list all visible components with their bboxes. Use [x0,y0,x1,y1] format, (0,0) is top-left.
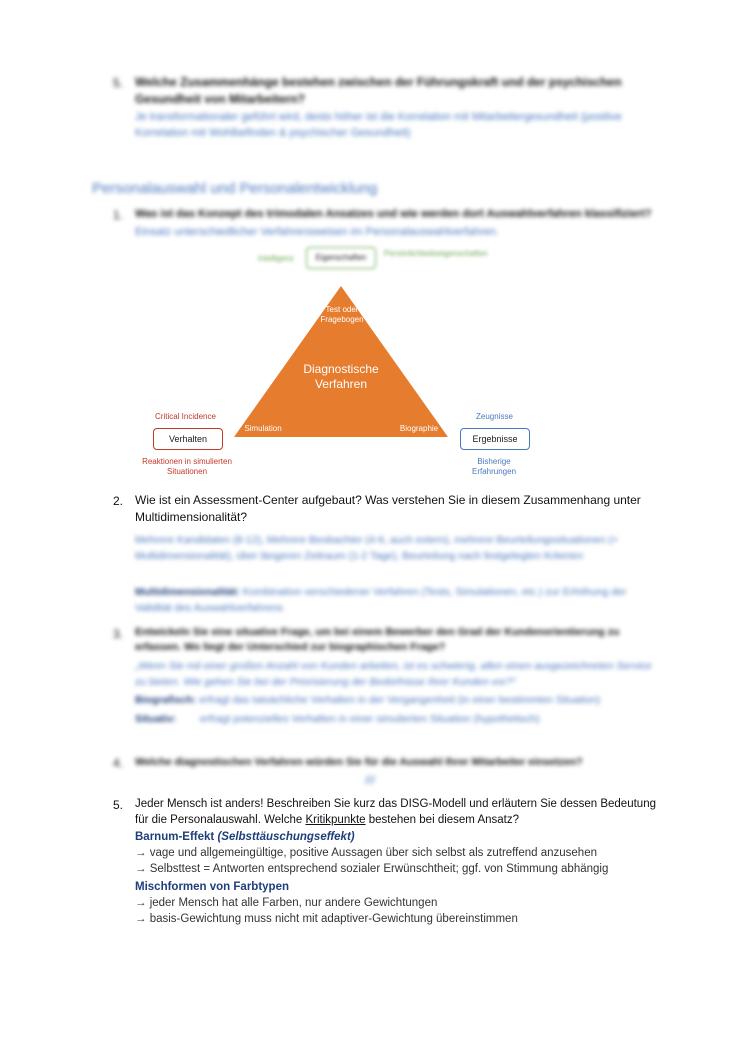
note-critical-incidence: Critical Incidence [155,412,216,421]
question-text: Wie ist ein Assessment-Center aufgebaut? Was verstehen Sie in diesem Zusammenhang unter Multidimensionalität? [135,493,641,524]
question-number: 4. [113,756,124,770]
label-diagnostische-verfahren: Diagnostische Verfahren [303,362,379,391]
note-persoenlichkeit: Persönlichkeitseigenschaften [384,249,488,258]
barnum-paren: (Selbsttäuschungseffekt) [217,831,355,843]
answer-body: Kombination verschiedener Verfahren (Tests, Simulationen, etc.) zur Erhöhung der Validität des Auswahlverfahrens [135,586,627,614]
question-number: 2. [113,494,124,508]
box-ergebnisse: Ergebnisse [460,428,530,450]
box-eigenschaften: Eigenschaften [306,247,376,269]
answer-text [135,584,660,616]
question-number: 5. [113,798,124,812]
answer-biografisch [135,692,660,708]
keyword-kritikpunkte: Kritikpunkte [305,814,366,826]
section-heading: Personalauswahl und Personalentwicklung [92,180,378,197]
question-part: bestehen bei diesem Ansatz? [365,814,519,826]
question-text: Was ist das Konzept des trimodalen Ansatzes und wie werden dort Auswahlverfahren klassifiziert? [135,208,652,220]
question-number: 5. [113,76,124,90]
answer-text: Je transformationaler geführt wird, desto höher ist die Korrelation mit Mitarbeitergesundheit (positive Korrelation mit Wohlbefinden & psychischer Gesundheit) [135,111,622,139]
mischformen-heading: Mischformen von Farbtypen [135,881,289,893]
answer-quote: „Wenn Sie mit einer großen Anzahl von Kunden arbeiten, ist es schwierig, allen einen ausgezeichneten Service zu bieten. Wie gehen Sie bei der Priorisierung der Bedürfnisse Ihrer Kunden vor?“ [135,660,652,688]
answer-text: /// [365,773,376,787]
box-verhalten: Verhalten [153,428,223,450]
answer-body: erfragt potenzielles Verhalten in einer simulierten Situation (hypothetisch) [199,713,540,725]
question-number: 3. [113,627,124,641]
answer-body: erfragt das tatsächliche Verhalten in der Vergangenheit (in einer bestimmten Situation) [199,694,601,706]
answer-label: Multidimensionalität: [135,586,240,598]
question-number: 1. [113,208,124,222]
label-test-fragebogen: Test oder Fragebogen [320,305,364,324]
answer-text: Einsatz unterschiedlicher Verfahrensweisen im Personalauswahlverfahren. [135,226,499,238]
answer-label: Biografisch: [135,694,197,706]
question-text: Welche diagnostischen Verfahren würden Sie für die Auswahl Ihrer Mitarbeiter einsetzen? [135,756,583,768]
barnum-point-1: → vage und allgemeingültige, positive Aussagen über sich selbst als zutreffend anzusehen [135,847,597,859]
barnum-point-2: → Selbsttest = Antworten entsprechend sozialer Erwünschtheit; ggf. von Stimmung abhängig [135,863,609,875]
label-simulation: Simulation [244,424,282,433]
answer-text: Mehrere Kandidaten (8-12), Mehrere Beobachter (4-6, auch extern), mehrere Beurteilungssituationen (= Multidimensionalität), über längeren Zeitraum (1-2 Tage), Beurteilung nach festgelegten Kriterien [135,534,618,562]
note-reaktionen: Reaktionen in simulierten Situationen [142,457,232,476]
label-biographie: Biographie [399,424,439,433]
question-text: Jeder Mensch ist anders! Beschreiben Sie kurz das DISG-Modell und erläutern Sie dessen Bedeutung [135,798,656,810]
answer-label: Situativ: [135,713,177,725]
answer-situativ [135,711,660,727]
question-text: Entwickeln Sie eine situative Frage, um bei einem Bewerber den Grad der Kundenorientierung zu erfassen. Wo liegt der Unterschied zur biographischen Frage? [135,626,620,653]
note-intelligenz: Intelligenz [258,254,295,263]
question-text-line2 [135,812,675,829]
barnum-heading [135,829,355,846]
mischformen-point-1: → jeder Mensch hat alle Farben, nur andere Gewichtungen [135,897,438,909]
question-part: für die Personalauswahl. Welche [135,814,306,826]
barnum-label: Barnum-Effekt [135,831,218,843]
mischformen-point-2: → basis-Gewichtung muss nicht mit adaptiver-Gewichtung übereinstimmen [135,913,518,925]
question-text: Welche Zusammenhänge bestehen zwischen der Führungskraft und der psychischen Gesundheit von Mitarbeitern? [135,75,622,106]
note-bisherige-erfahrungen: Bisherige Erfahrungen [471,457,517,476]
note-zeugnisse: Zeugnisse [476,412,513,421]
